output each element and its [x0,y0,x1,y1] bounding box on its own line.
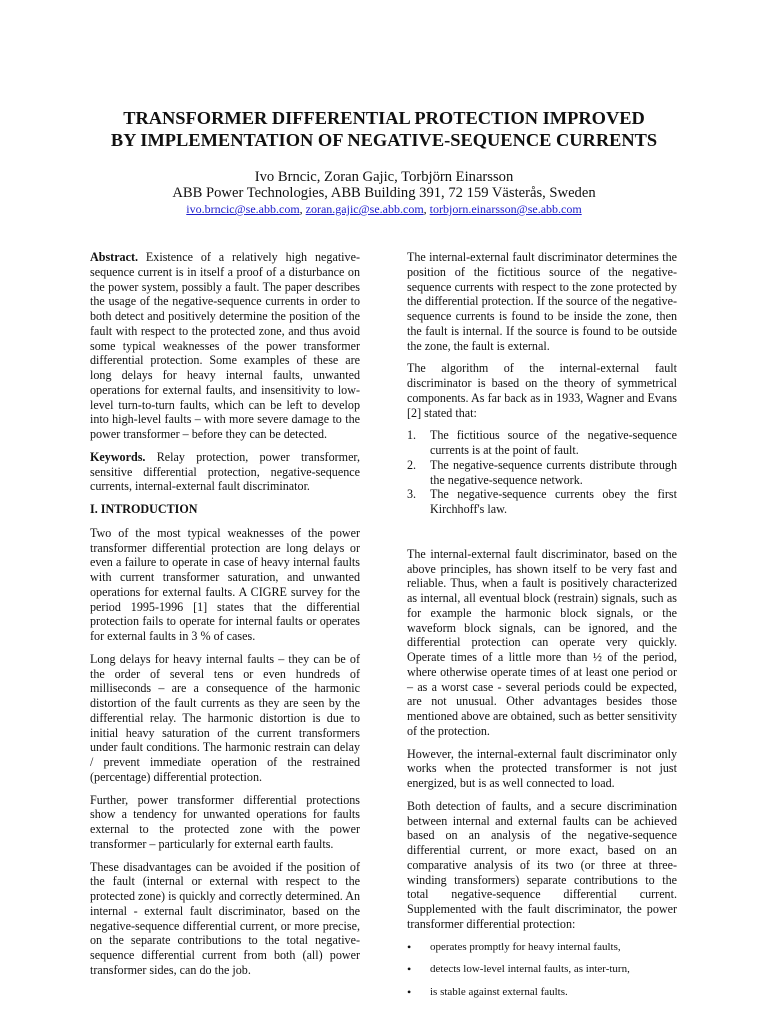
list-item-text: The negative-sequence currents obey the first Kirchhoff's law. [430,487,677,516]
paper-title [60,107,708,151]
email-link-gajic[interactable]: zoran.gajic@se.abb.com [305,202,424,216]
list-item [407,458,677,488]
email-list [60,202,708,217]
bullet-text: detects low-level internal faults, as inter-turn, [430,963,630,976]
affiliation: ABB Power Technologies, ABB Building 391, 72 159 Västerås, Sweden [172,185,596,201]
bullet-text: operates promptly for heavy internal faults, [430,940,621,953]
list-item-number: 3. [407,487,417,502]
keywords-text: Relay protection, power transformer, sensitive differential protection, negative-sequence currents, internal-external fault discriminator. [90,449,360,494]
abstract-text: Existence of a relatively high negative-sequence current is in itself a proof of a disturbance on the power system, possibly a fault. The paper describes the usage of the negative-sequence currents in order to both detect and positively determine the position of the fault with respect to the protected zone, and thus avoid some typical weaknesses of the power transformer differential protection. Some examples of these are long delays for heavy internal faults, unwanted operations for external faults, and insensitivity to low-level turn-to-turn faults, which can be left to develop into high-level faults – with more severe damage to the power transformer – before they can be detected. [90,250,360,441]
intro-paragraph-3: Further, power transformer differential protections show a tendency for unwanted operations for faults external to the protected zone with the power transformer – particularly for external earth faults. [90,792,360,851]
intro-paragraph-1: Two of the most typical weaknesses of the power transformer differential protection are long delays or even a failure to operate in case of heavy internal faults with current transformer saturation, and unwanted operations for external faults. A CIGRE survey for the period 1995-1996 [1] states that the differential protection fails to operate for internal faults or operates for external faults in 3 % of cases. [90,525,360,643]
title-line-1: TRANSFORMER DIFFERENTIAL PROTECTION IMPROVED [123,108,645,128]
right-paragraph-1: The internal-external fault discriminator determines the position of the fictitious source of the negative-sequence currents with respect to the zone protected by the differential protection. If the source of the negative-sequence currents is found to be inside the zone, then the fault is internal. If the source is found to be outside the zone, the fault is external. [407,250,677,353]
list-item-number: 1. [407,428,417,443]
list-item-text: The negative-sequence currents distribute through the negative-sequence network. [430,457,677,487]
section-heading-introduction: I. INTRODUCTION [90,502,198,516]
bullet-item [407,940,677,954]
list-item [407,487,677,517]
right-column [407,250,677,1008]
bullet-icon: • [407,984,412,999]
intro-paragraph-2: Long delays for heavy internal faults – they can be of the order of several tens or even hundreds of milliseconds – are a consequence of the harmonic distortion of the fault currents as they are seen by the differential relay. The harmonic distortion is due to initial heavy saturation of the current transformers under fault conditions. The harmonic restrain can delay / prevent immediate operation of the restrained (percentage) differential protection. [90,651,360,784]
list-item-number: 2. [407,457,417,472]
email-link-brncic[interactable]: ivo.brncic@se.abb.com [186,202,300,216]
bullet-icon: • [407,939,412,954]
list-item [407,428,677,458]
author-list: Ivo Brncic, Zoran Gajic, Torbjörn Einarsson [254,169,514,185]
left-column [90,250,360,986]
bullet-icon: • [407,962,412,977]
abstract-paragraph [90,250,360,442]
right-paragraph-5: Both detection of faults, and a secure discrimination between internal and external faults can be achieved based on an analysis of the negative-sequence differential current, or more exact, based on an comparative analysis of its two (or three at three-winding transformers) separate contributions to the total negative-sequence differential current. Supplemented with the fault discriminator, the power transformer differential protection: [407,798,677,931]
bullet-list [407,940,677,999]
bullet-text: is stable against external faults. [430,985,568,998]
email-separator: , [423,202,430,216]
list-item-text: The fictitious source of the negative-sequence currents is at the point of fault. [430,428,677,457]
numbered-list [407,428,677,517]
keywords-label: Keywords. [90,449,146,464]
bullet-item [407,962,677,976]
email-link-einarsson[interactable]: torbjorn.einarsson@se.abb.com [429,202,582,216]
intro-paragraph-4: These disadvantages can be avoided if the position of the fault (internal or external with respect to the protected zone) is quickly and correctly determined. An internal - external fault discriminator, based on the negative-sequence differential current, or more precise, on the separate contributions to the total negative-sequence differential current from both (all) power transformer sides, can do the job. [90,859,360,977]
abstract-label: Abstract. [90,250,139,264]
email-separator: , [299,202,306,216]
right-paragraph-4: However, the internal-external fault discriminator only works when the protected transformer is not just energized, but is as well connected to load. [407,746,677,790]
keywords-paragraph [90,450,360,494]
bullet-item [407,985,677,999]
right-paragraph-2: The algorithm of the internal-external fault discriminator is based on the theory of symmetrical components. As far back as in 1933, Wagner and Evans [2] stated that: [407,361,677,420]
right-paragraph-3: The internal-external fault discriminator, based on the above principles, has shown itself to be very fast and reliable. Thus, when a fault is positively characterized as internal, all eventual block (restrain) signals, such as for example the harmonic block signals, or the waveform block signals, can be ignored, and the differential protection can operate very quickly. Operate times of a little more than ½ of the period, where otherwise operate times of at least one period or – as a worst case - several periods could be expected, are not unusual. Other advantages besides those mentioned above are obtained, such as better sensitivity of the protection. [407,546,678,738]
title-line-2: BY IMPLEMENTATION OF NEGATIVE-SEQUENCE CURRENTS [110,130,658,150]
